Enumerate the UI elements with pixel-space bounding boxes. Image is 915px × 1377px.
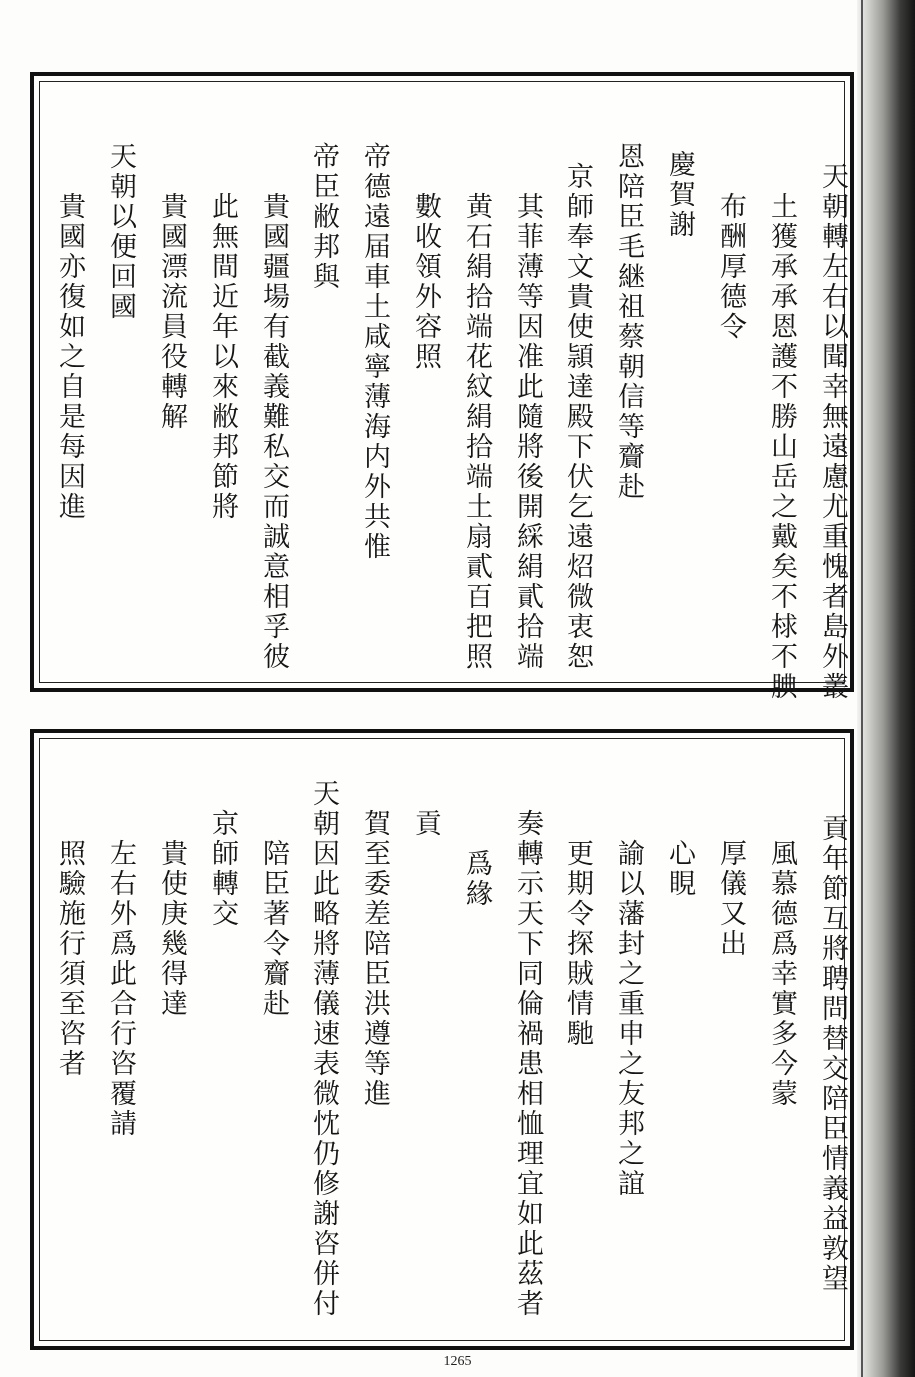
top-column-7: 其菲薄等因准此隨將後開綵絹貳拾端 (512, 192, 543, 672)
top-column-6: 京師奉文貴使頴達殿下伏乞遠炤微衷恕 (562, 162, 593, 672)
bottom-column-7: 奏轉示天下同倫禍患相恤理宜如此茲者 (512, 809, 543, 1319)
bottom-panel-inner-border (39, 738, 848, 1341)
bottom-column-5: 諭以藩封之重申之友邦之誼 (613, 839, 644, 1199)
bottom-document-panel (30, 729, 854, 1350)
bottom-column-11: 天朝因此略將薄儀速表微忱仍修謝咨併付 (308, 779, 339, 1319)
top-column-8: 黄石絹拾端花紋絹拾端土扇貳百把照 (461, 192, 492, 672)
page-number: 1265 (443, 1354, 472, 1369)
bottom-column-12: 陪臣著令齎赴 (258, 839, 289, 1019)
top-column-13: 此無間近年以來敝邦節將 (207, 192, 238, 522)
bottom-column-4: 心睍 (664, 839, 695, 899)
top-column-1: 天朝轉左右以聞幸無遠慮尤重愧者島外叢 (817, 162, 848, 702)
top-panel-inner-border (39, 81, 848, 702)
top-column-16: 貴國亦復如之自是每因進 (54, 192, 85, 522)
top-column-11: 帝臣敝邦與 (308, 142, 339, 292)
book-binding-shadow (857, 0, 915, 1377)
top-column-5: 恩陪臣毛継祖蔡朝信等齎赴 (613, 142, 644, 502)
top-column-12: 貴國疆場有截義難私交而誠意相孚彼 (258, 192, 289, 672)
bottom-column-13: 京師轉交 (207, 809, 238, 929)
bottom-column-1: 貢年節互將聘問替交陪臣情義益敦望 (817, 814, 848, 1294)
top-column-10: 帝德遠届車土咸寧薄海内外共惟 (359, 142, 390, 562)
top-column-3: 布酬厚德令 (715, 192, 746, 342)
bottom-column-14: 貴使庚幾得達 (156, 839, 187, 1019)
bottom-column-3: 厚儀又出 (715, 839, 746, 959)
bottom-column-8: 爲緣 (461, 849, 492, 909)
top-column-15: 天朝以便回國 (105, 142, 136, 322)
bottom-column-10: 賀至委差陪臣洪遵等進 (359, 809, 390, 1109)
bottom-column-15: 左右外爲此合行咨覆請 (105, 839, 136, 1139)
top-document-panel (30, 72, 854, 702)
top-column-9: 數收領外容照 (410, 192, 441, 372)
bottom-column-6: 更期令探賊情馳 (562, 839, 593, 1049)
bottom-column-2: 風慕德爲幸實多今蒙 (766, 839, 797, 1109)
top-column-14: 貴國漂流員役轉解 (156, 192, 187, 432)
bottom-column-9: 貢 (410, 809, 441, 839)
top-column-4: 慶賀謝 (664, 150, 695, 240)
binding-fold-line (861, 0, 863, 1377)
top-column-2: 土獲承承恩護不勝山岳之戴矣不梂不腆 (766, 192, 797, 702)
bottom-column-16: 照驗施行須至咨者 (54, 839, 85, 1079)
